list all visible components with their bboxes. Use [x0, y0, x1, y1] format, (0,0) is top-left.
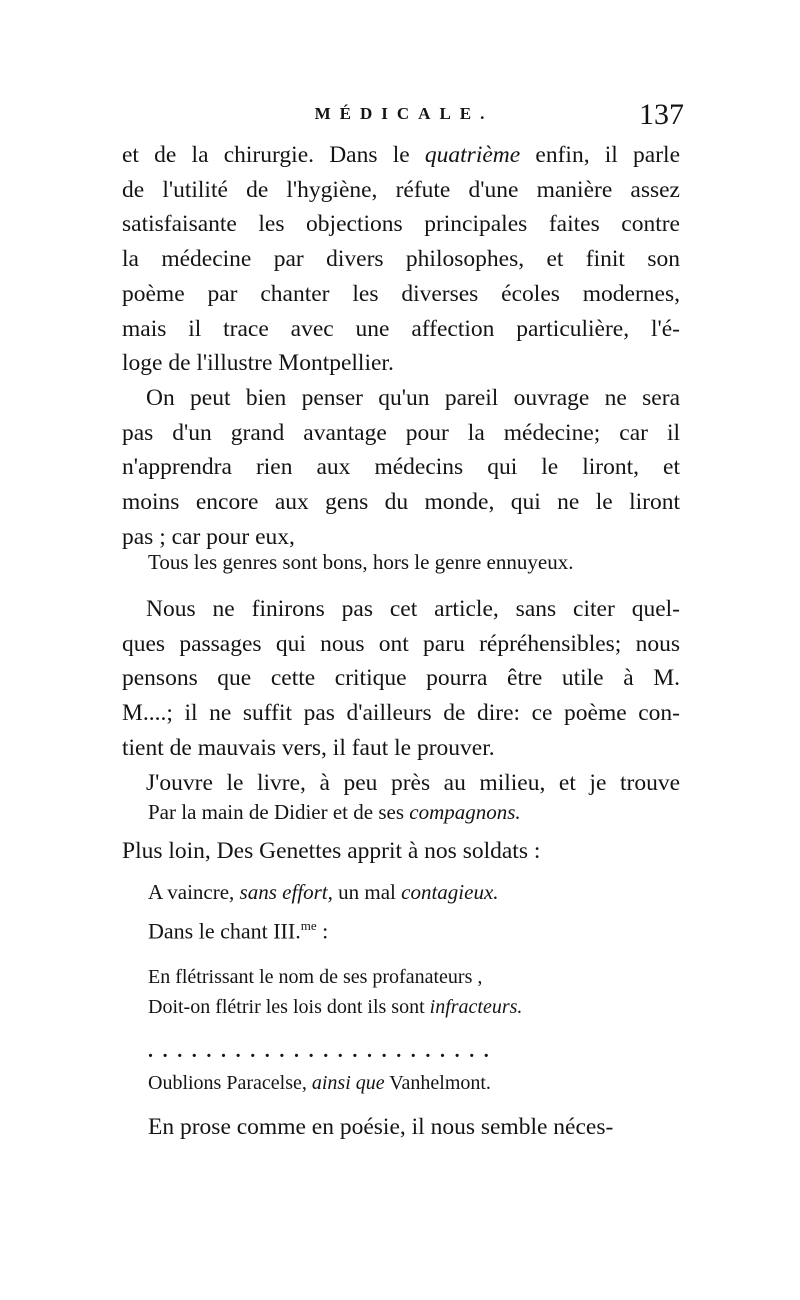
text-span: et de la chirurgie. Dans le	[122, 142, 410, 168]
text-line: Nous ne finirons pas cet article, sans citer quel-	[146, 596, 680, 622]
ellipsis-row: ........................	[148, 1040, 499, 1062]
paragraph-3-cont	[122, 696, 680, 731]
paragraph-3-cont	[122, 627, 680, 662]
verse-italic: ainsi que	[311, 1072, 385, 1094]
paragraph-3	[122, 592, 680, 627]
verse-infracteurs	[148, 996, 522, 1019]
paragraph-2-cont	[122, 416, 680, 451]
text-line: moins encore aux gens du monde, qui ne le liront	[122, 489, 680, 516]
paragraph-1-end	[122, 346, 680, 381]
verse-paracelse	[148, 1072, 491, 1095]
paragraph-3-block	[122, 592, 680, 800]
verse-text: un mal	[338, 880, 396, 904]
paragraph-2	[122, 381, 680, 416]
paragraph-3-end	[122, 731, 680, 766]
paragraph-2-cont	[122, 450, 680, 485]
text-line: J'ouvre le livre, à peu près au milieu, et je trouve	[146, 769, 680, 796]
paragraph-1-cont	[122, 312, 680, 347]
text-line: la médecine par divers philosophes, et finit son	[122, 246, 680, 273]
verse-text: Oublions Paracelse,	[148, 1072, 307, 1094]
verse-italic: compagnons.	[409, 800, 521, 824]
chant-colon: :	[316, 918, 329, 944]
verse-italic: contagieux.	[401, 880, 499, 904]
text-line: M....; il ne suffit pas d'ailleurs de dire: ce poème con-	[122, 700, 680, 727]
chant-superscript: me	[300, 918, 317, 933]
text-line: satisfaisante les objections principales faites contre	[122, 211, 680, 238]
paragraph-1-cont	[122, 173, 680, 208]
italic-word: quatrième	[424, 142, 521, 168]
chant-text: Dans le chant III.	[148, 918, 301, 944]
page-number: 137	[639, 98, 684, 131]
paragraph-2-cont	[122, 485, 680, 520]
plus-loin-line: Plus loin, Des Genettes apprit à nos soldats :	[122, 838, 541, 864]
text-line: loge de l'illustre Montpellier.	[122, 350, 394, 377]
text-line: pas d'un grand avantage pour la médecine; car il	[122, 419, 680, 446]
paragraph-1	[122, 138, 680, 173]
running-title: MÉDICALE.	[314, 104, 494, 123]
verse-fletrissant: En flétrissant le nom de ses profanateurs ,	[148, 966, 483, 988]
text-line: mais il trace avec une affection particulière, l'é-	[122, 315, 680, 342]
paragraph-1-cont	[122, 242, 680, 277]
last-line: En prose comme en poésie, il nous semble néces-	[148, 1114, 614, 1140]
paragraph-1-cont	[122, 207, 680, 242]
verse-italic: infracteurs.	[429, 996, 523, 1018]
paragraph-3-cont	[122, 661, 680, 696]
verse-genettes	[148, 880, 499, 905]
chant-line	[148, 918, 328, 944]
text-line	[122, 138, 680, 173]
verse-text: Vanhelmont.	[389, 1072, 491, 1094]
text-line: de l'utilité de l'hygiène, réfute d'une manière assez	[122, 176, 680, 203]
verse-text: Par la main de Didier et de ses	[148, 800, 404, 824]
verse-italic: sans effort,	[239, 880, 333, 904]
paragraph-1-cont	[122, 277, 680, 312]
text-line: ques passages qui nous ont paru répréhensibles; nous	[122, 630, 680, 657]
text-line: pas ; car pour eux,	[122, 523, 295, 550]
page-header	[120, 98, 688, 138]
text-span: enfin, il parle	[535, 142, 681, 168]
verse-text: A vaincre,	[148, 880, 235, 904]
text-line: poème par chanter les diverses écoles modernes,	[122, 280, 680, 307]
text-line: pensons que cette critique pourra être utile à M.	[122, 665, 680, 692]
verse-didier	[148, 800, 521, 825]
text-line: On peut bien penser qu'un pareil ouvrage ne sera	[146, 384, 680, 411]
text-line: tient de mauvais vers, il faut le prouver.	[122, 734, 495, 761]
verse-text: Doit-on flétrir les lois dont ils sont	[148, 996, 425, 1018]
text-line: n'apprendra rien aux médecins qui le liront, et	[122, 454, 680, 481]
main-text	[122, 138, 680, 554]
quote-verse: Tous les genres sont bons, hors le genre ennuyeux.	[148, 550, 574, 574]
paragraph-4	[122, 766, 680, 801]
